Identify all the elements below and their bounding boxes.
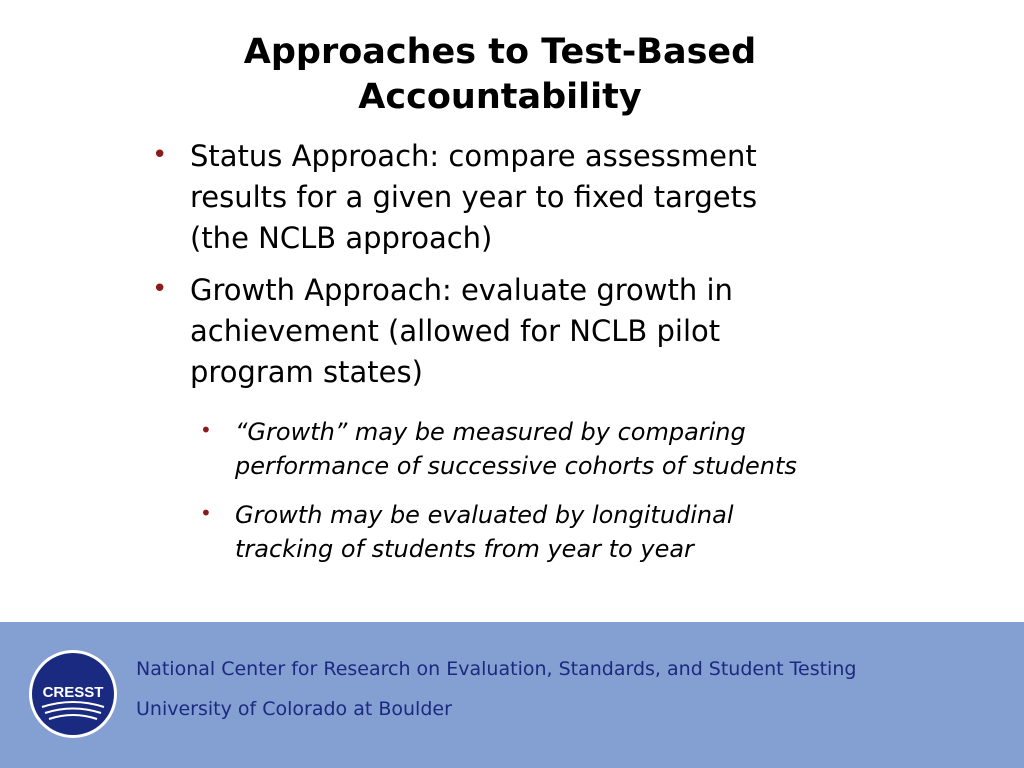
bullet-list <box>150 136 890 566</box>
slide-title <box>0 30 1000 120</box>
bullet-dot-icon: • <box>152 274 168 304</box>
footer-university: University of Colorado at Boulder <box>136 698 452 720</box>
footer-bar <box>0 622 1024 768</box>
bullet-line: performance of successive cohorts of students <box>235 452 797 480</box>
cresst-logo <box>28 649 118 739</box>
bullet-line: achievement (allowed for NCLB pilot <box>190 314 721 348</box>
bullet-line: Status Approach: compare assessment <box>190 139 757 173</box>
bullet-line: Growth may be evaluated by longitudinal <box>235 501 734 529</box>
footer-org-name: National Center for Research on Evaluation, Standards, and Student Testing <box>136 658 857 680</box>
title-line: Approaches to Test-Based <box>243 32 757 72</box>
bullet-growth-approach <box>150 270 890 393</box>
bullet-dot-icon: • <box>200 418 212 442</box>
sub-bullet-longitudinal <box>150 498 890 566</box>
bullet-line: tracking of students from year to year <box>235 535 694 563</box>
title-line: Accountability <box>358 77 642 117</box>
bullet-dot-icon: • <box>152 140 168 170</box>
bullet-status-approach <box>150 136 890 259</box>
logo-text: CRESST <box>42 684 104 701</box>
bullet-line: “Growth” may be measured by comparing <box>235 418 746 446</box>
bullet-line: (the NCLB approach) <box>190 221 493 255</box>
bullet-line: program states) <box>190 355 423 389</box>
bullet-line: Growth Approach: evaluate growth in <box>190 273 733 307</box>
bullet-dot-icon: • <box>200 501 212 525</box>
sub-bullet-cohorts <box>150 415 890 483</box>
bullet-line: results for a given year to fixed targets <box>190 180 758 214</box>
